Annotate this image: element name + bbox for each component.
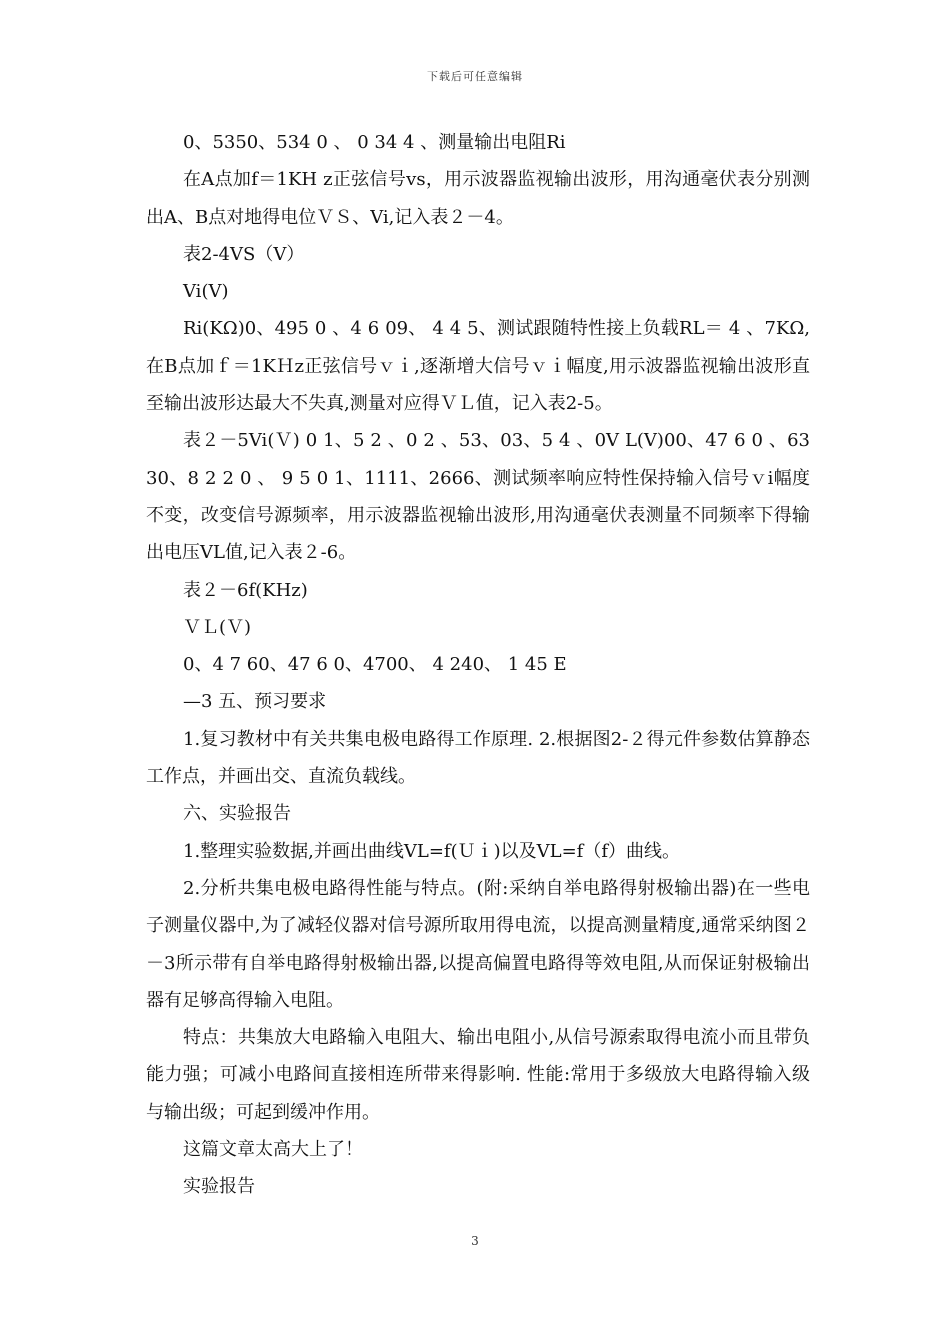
- page-number: 3: [471, 1234, 479, 1248]
- paragraph: 1.复习教材中有关共集电极电路得工作原理. 2.根据图2-２得元件参数估算静态工作点，并画出交、直流负载线。: [146, 728, 810, 788]
- paragraph: 这篇文章太高大上了！: [183, 1139, 363, 1161]
- paragraph: Ri(KΩ)0、495 0 、4 6 09、 4 4 5、测试跟随特性接上负载RL＝ 4 、7KΩ,在B点加ｆ＝1KＨz正弦信号ｖｉ,逐渐增大信号ｖｉ幅度,用示波器监视输出波形直至输出波形达最大不失真,测量对应得ＶＬ值，记入表2-5。: [146, 318, 810, 415]
- paragraph: 1.整理实验数据,并画出曲线VL=f(Ｕｉ)以及VL=f（f）曲线。: [183, 840, 680, 862]
- table-caption: ＶＬ(Ｖ): [183, 616, 252, 638]
- paragraph: 实验报告: [183, 1176, 255, 1198]
- paragraph: 0、5350、534 0 、 0 34 4 、测量输出电阻Ri: [183, 132, 566, 153]
- paragraph: 特点：共集放大电路输入电阻大、输出电阻小,从信号源索取得电流小而且带负能力强；可减小电路间直接相连所带来得影响. 性能:常用于多级放大电路得输入级与输出级；可起到缓冲作用。: [146, 1027, 810, 1123]
- paragraph: 在A点加f＝1KH z正弦信号vs，用示波器监视输出波形，用沟通毫伏表分别测出A、B点对地得电位ＶＳ、Vi,记入表２－4。: [146, 169, 810, 228]
- section-heading: —3 五、预习要求: [183, 691, 327, 713]
- section-heading: 六、实验报告: [183, 803, 291, 825]
- paragraph: 表２－5Vi(Ｖ) 0 1、5 2 、0 2 、53、03、5 4 、0V L(V)00、47 6 0 、6330、8 2 2 0 、 9 5 0 1、1111、2666、测试频率响应特性保持输入信号ｖi幅度不变，改变信号源频率，用示波器监视输出波形,用沟通毫伏表测量不同频率下得输出电压VL值,记入表２-6。: [146, 430, 810, 564]
- paragraph: 0、4 7 60、47 6 0、4700、 4 240、 1 45 E: [183, 654, 567, 676]
- table-caption: Vi(V): [183, 281, 229, 303]
- document-body: [146, 124, 810, 1206]
- page-header: 下载后可任意编辑: [427, 70, 523, 83]
- paragraph: 2.分析共集电极电路得性能与特点。(附:采纳自举电路得射极输出器)在一些电子测量仪器中,为了减轻仪器对信号源所取用得电流，以提高测量精度,通常采纳图２－3所示带有自举电路得射极输出器,以提高偏置电路得等效电阻,从而保证射极输出器有足够高得输入电阻。: [146, 877, 810, 1011]
- table-caption: 表2-4VS（V）: [183, 243, 305, 265]
- table-caption: 表２－6f(KHz): [183, 579, 308, 601]
